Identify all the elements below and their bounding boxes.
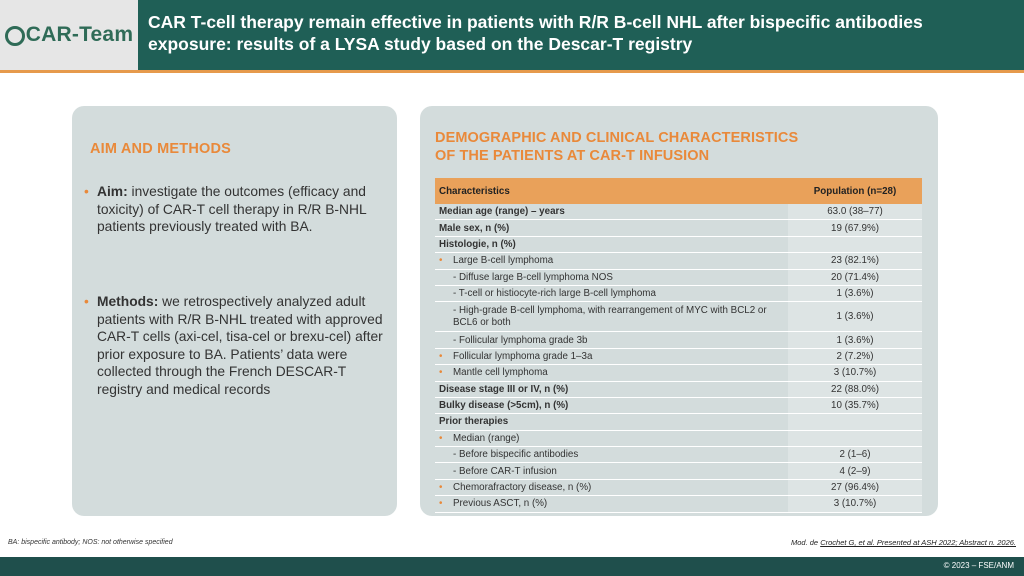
row-value: 3 (10.7%) xyxy=(788,365,922,381)
aim-bullet xyxy=(84,183,384,236)
row-value: 22 (88.0%) xyxy=(788,381,922,397)
row-label xyxy=(435,348,788,364)
reference-note xyxy=(791,538,1016,547)
row-value xyxy=(788,414,922,430)
table-row xyxy=(435,496,922,512)
row-label: Bulky disease (>5cm), n (%) xyxy=(435,397,788,413)
copyright: © 2023 – FSE/ANM xyxy=(943,561,1014,570)
table-row xyxy=(435,220,922,236)
row-label: - Before CAR-T infusion xyxy=(435,463,788,479)
row-label xyxy=(435,430,788,446)
row-label-text: Chemorafractory disease, n (%) xyxy=(453,482,592,494)
table-row xyxy=(435,236,922,252)
row-value xyxy=(788,430,922,446)
methods-label: Methods: xyxy=(97,294,159,309)
row-label xyxy=(435,479,788,495)
bullet-icon: • xyxy=(439,367,443,379)
abbreviations-note: BA: bispecific antibody; NOS: not otherwise specified xyxy=(8,539,173,546)
row-label-text: Median (range) xyxy=(453,432,520,444)
table-row xyxy=(435,479,922,495)
row-value: 3 (10.7%) xyxy=(788,496,922,512)
row-label: - T-cell or histiocyte-rich large B-cell lymphoma xyxy=(435,285,788,301)
bullet-icon: • xyxy=(84,184,89,199)
row-label: Histologie, n (%) xyxy=(435,236,788,252)
bullet-icon: • xyxy=(439,255,443,267)
logo-area xyxy=(0,0,138,70)
row-label: - High-grade B-cell lymphoma, with rearrangement of MYC with BCL2 or BCL6 or both xyxy=(435,302,788,332)
row-label-text: Mantle cell lymphoma xyxy=(453,367,548,379)
row-label: - Follicular lymphoma grade 3b xyxy=(435,332,788,348)
logo-text: CAR-Team xyxy=(25,23,134,46)
row-value: 1 (3.6%) xyxy=(788,302,922,332)
table-row xyxy=(435,253,922,269)
characteristics-title xyxy=(435,129,798,165)
column-header-characteristics: Characteristics xyxy=(435,178,788,204)
table-row xyxy=(435,285,922,301)
characteristics-table xyxy=(435,178,922,513)
logo-ring-icon xyxy=(5,26,25,46)
table-row xyxy=(435,447,922,463)
header-divider xyxy=(0,70,1024,73)
row-label: Disease stage III or IV, n (%) xyxy=(435,381,788,397)
row-value: 1 (3.6%) xyxy=(788,285,922,301)
row-value: 63.0 (38–77) xyxy=(788,204,922,220)
reference-prefix: Mod. de xyxy=(791,538,821,547)
aim-label: Aim: xyxy=(97,184,128,199)
row-label xyxy=(435,365,788,381)
row-value: 10 (35.7%) xyxy=(788,397,922,413)
aim-methods-title: AIM AND METHODS xyxy=(90,141,232,157)
table-header-row xyxy=(435,178,922,204)
table-row xyxy=(435,397,922,413)
row-value: 4 (2–9) xyxy=(788,463,922,479)
characteristics-title-line2: OF THE PATIENTS AT CAR-T INFUSION xyxy=(435,148,710,164)
reference-link[interactable]: Crochet G, et al. Presented at ASH 2022; Abstract n. 2026. xyxy=(820,538,1016,547)
table-row xyxy=(435,414,922,430)
page-title: CAR T-cell therapy remain effective in patients with R/R B-cell NHL after bispecific antibodies exposure: results of a LYSA study based on the Descar-T registry xyxy=(148,12,923,54)
row-value xyxy=(788,236,922,252)
row-value: 2 (1–6) xyxy=(788,447,922,463)
table-row xyxy=(435,365,922,381)
row-label: Male sex, n (%) xyxy=(435,220,788,236)
methods-text: we retrospectively analyzed adult patients with R/R B-NHL treated with approved CAR-T cells (axi-cel, tisa-cel or brexu-cel) after prior exposure to BA. Patients’ data were collected through the French DESCAR-T registry and medical records xyxy=(97,294,383,397)
row-value: 19 (67.9%) xyxy=(788,220,922,236)
bullet-icon: • xyxy=(439,482,443,494)
row-label xyxy=(435,253,788,269)
row-value: 27 (96.4%) xyxy=(788,479,922,495)
row-label-text: Previous ASCT, n (%) xyxy=(453,498,548,510)
row-value: 20 (71.4%) xyxy=(788,269,922,285)
bullet-icon: • xyxy=(439,432,443,444)
characteristics-title-line1: DEMOGRAPHIC AND CLINICAL CHARACTERISTICS xyxy=(435,130,799,146)
column-header-population: Population (n=28) xyxy=(788,178,922,204)
bullet-icon: • xyxy=(84,294,89,309)
table-row xyxy=(435,430,922,446)
table-row xyxy=(435,302,922,332)
car-team-logo xyxy=(5,23,133,47)
bullet-icon: • xyxy=(439,498,443,510)
row-value: 1 (3.6%) xyxy=(788,332,922,348)
row-value: 2 (7.2%) xyxy=(788,348,922,364)
table-row xyxy=(435,348,922,364)
table-row xyxy=(435,269,922,285)
row-label-text: Follicular lymphoma grade 1–3a xyxy=(453,350,593,362)
row-label-text: Large B-cell lymphoma xyxy=(453,255,554,267)
table-row xyxy=(435,332,922,348)
row-label: Median age (range) – years xyxy=(435,204,788,220)
aim-text: investigate the outcomes (efficacy and toxicity) of CAR-T cell therapy in R/R B-NHL patients previously treated with BA. xyxy=(97,184,367,234)
bullet-icon: • xyxy=(439,350,443,362)
table-row xyxy=(435,204,922,220)
row-label: Prior therapies xyxy=(435,414,788,430)
table-row xyxy=(435,463,922,479)
footer-bar xyxy=(0,557,1024,576)
row-label: - Before bispecific antibodies xyxy=(435,447,788,463)
table-row xyxy=(435,381,922,397)
row-label: - Diffuse large B-cell lymphoma NOS xyxy=(435,269,788,285)
row-label xyxy=(435,496,788,512)
methods-bullet xyxy=(84,293,384,398)
row-value: 23 (82.1%) xyxy=(788,253,922,269)
